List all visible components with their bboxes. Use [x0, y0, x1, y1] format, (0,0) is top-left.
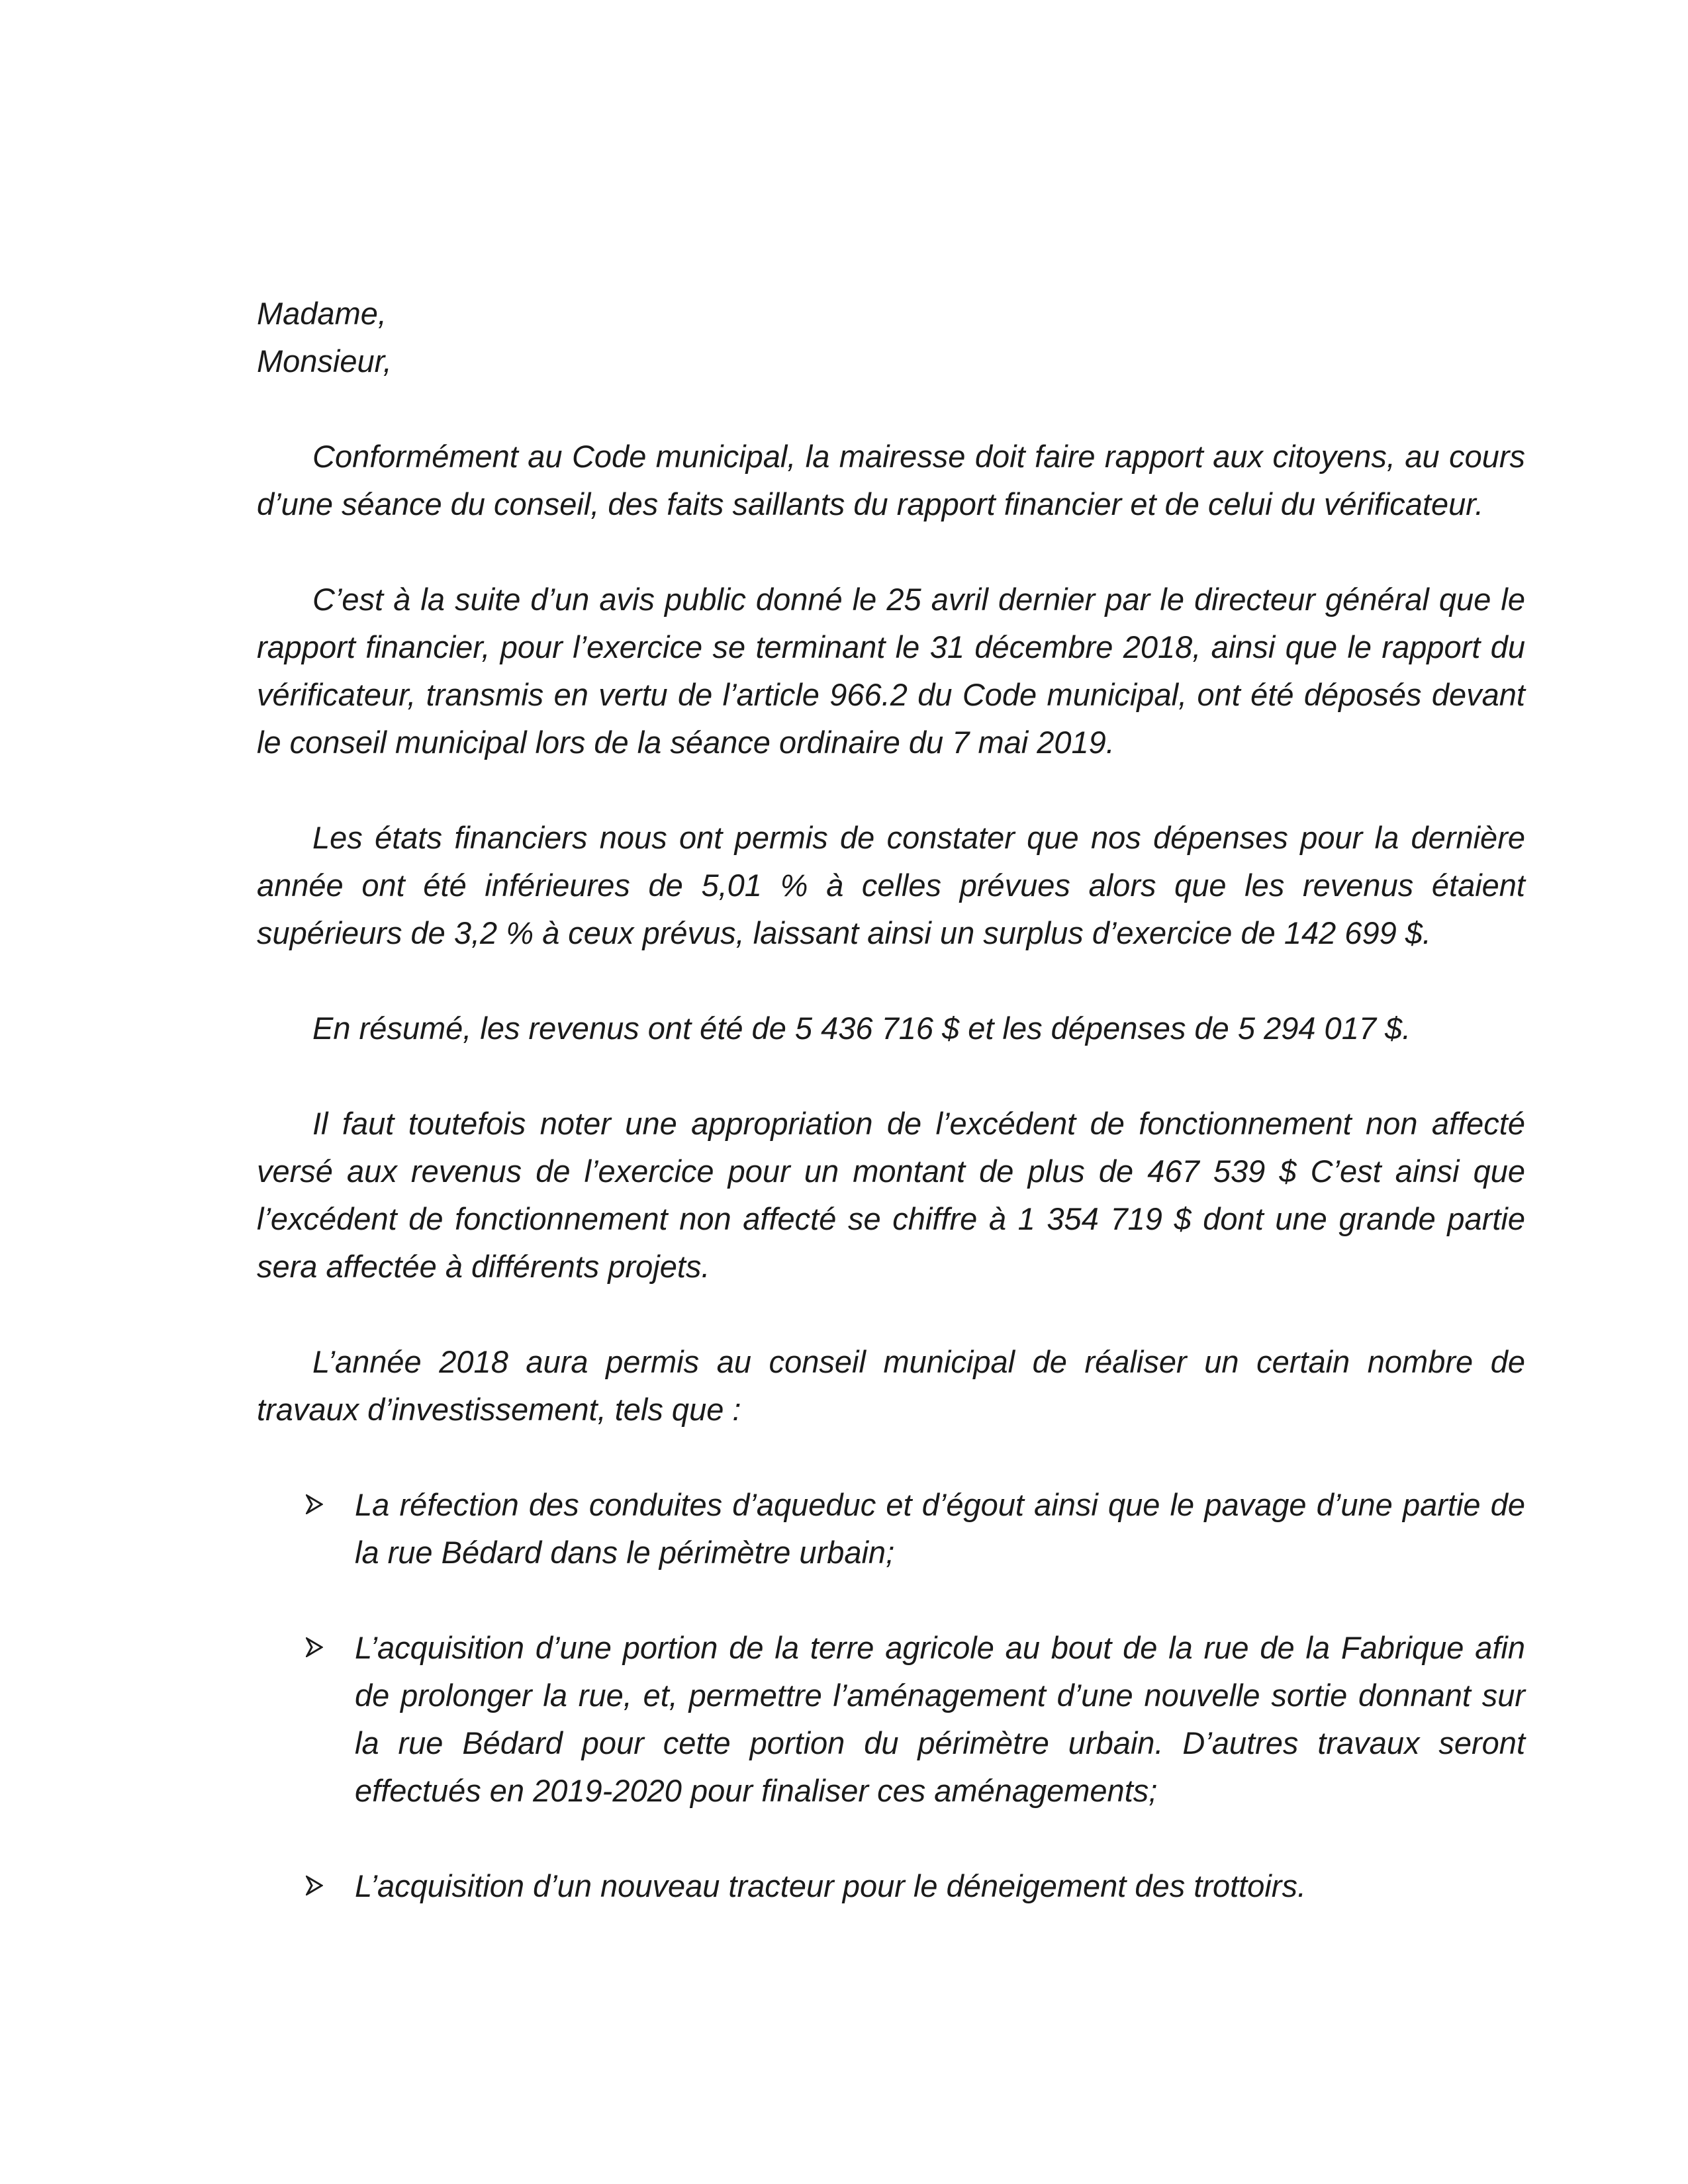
- paragraph-code-municipal: Conformément au Code municipal, la mairesse doit faire rapport aux citoyens, au cours d’une séance du conseil, des faits saillants du rapport financier et de celui du vérificateur.: [257, 439, 1525, 522]
- list-item-text: L’acquisition d’une portion de la terre agricole au bout de la rue de la Fabrique afin de prolonger la rue, et, permettre l’aménagement d’une nouvelle sortie donnant sur la rue Bédard pour cette portion du périmètre urbain. D’autres travaux seront effectués en 2019-2020 pour finaliser ces aménagements;: [355, 1630, 1525, 1808]
- paragraph-travaux-intro: L’année 2018 aura permis au conseil municipal de réaliser un certain nombre de travaux d’investissement, tels que :: [257, 1344, 1525, 1427]
- salutation-line-madame: Madame,: [257, 296, 387, 331]
- arrowhead-bullet-icon: [306, 1637, 323, 1657]
- list-item: [257, 1624, 1525, 1815]
- paragraph-etats-financiers: Les états financiers nous ont permis de constater que nos dépenses pour la dernière année ont été inférieures de 5,01 % à celles prévues alors que les revenus étaient supérieurs de 3,2 % à ceux prévus, laissant ainsi un surplus d’exercice de 142 699 $.: [257, 820, 1525, 950]
- investment-list: [257, 1481, 1525, 1910]
- salutation-line-monsieur: Monsieur,: [257, 343, 392, 379]
- paragraph-resume: En résumé, les revenus ont été de 5 436 716 $ et les dépenses de 5 294 017 $.: [312, 1011, 1411, 1046]
- list-item: [257, 1862, 1525, 1910]
- list-item-text: L’acquisition d’un nouveau tracteur pour le déneigement des trottoirs.: [355, 1868, 1307, 1903]
- list-item-text: La réfection des conduites d’aqueduc et d’égout ainsi que le pavage d’une partie de la rue Bédard dans le périmètre urbain;: [355, 1487, 1525, 1570]
- paragraph-avis-public: C’est à la suite d’un avis public donné le 25 avril dernier par le directeur général que le rapport financier, pour l’exercice se terminant le 31 décembre 2018, ainsi que le rapport du vérificateur, transmis en vertu de l’article 966.2 du Code municipal, ont été déposés devant le conseil municipal lors de la séance ordinaire du 7 mai 2019.: [257, 582, 1525, 760]
- arrowhead-bullet-icon: [306, 1876, 323, 1895]
- salutation: [257, 290, 1525, 385]
- letter-body: [257, 290, 1525, 1958]
- arrowhead-bullet-icon: [306, 1494, 323, 1514]
- list-item: [257, 1481, 1525, 1576]
- paragraph-appropriation: Il faut toutefois noter une appropriation de l’excédent de fonctionnement non affecté versé aux revenus de l’exercice pour un montant de plus de 467 539 $ C’est ainsi que l’excédent de fonctionnement non affecté se chiffre à 1 354 719 $ dont une grande partie sera affectée à différents projets.: [257, 1106, 1525, 1284]
